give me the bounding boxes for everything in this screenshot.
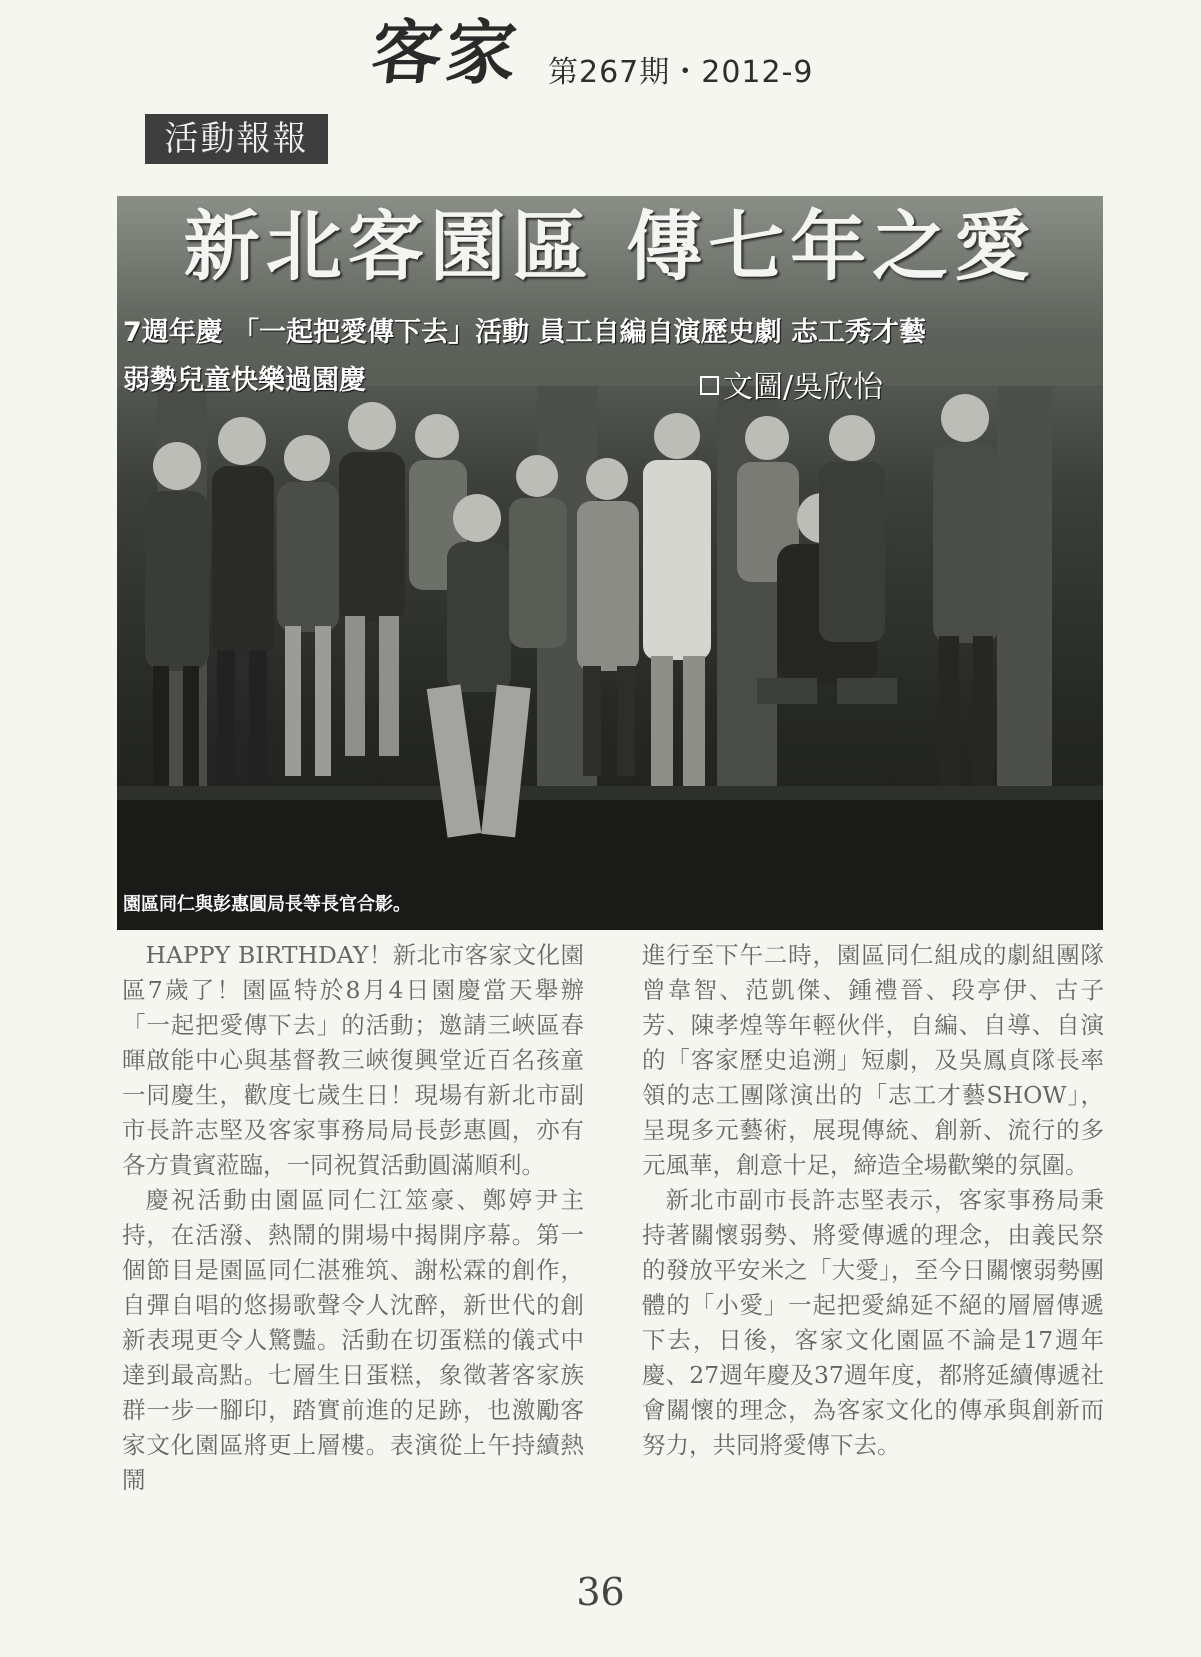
article-column-right [642, 938, 1104, 1463]
photo-caption: 園區同仁與彭惠圓局長等長官合影。 [123, 894, 411, 915]
group-photo-illustration [117, 196, 1103, 930]
checkbox-square-icon [700, 376, 719, 395]
article-byline [700, 370, 883, 406]
section-tag: 活動報報 [145, 114, 328, 164]
article-paragraph: 慶祝活動由園區同仁江筮豪、鄭婷尹主持，在活潑、熱鬧的開場中揭開序幕。第一個節目是園區同仁湛雅筑、謝松霖的創作，自彈自唱的悠揚歌聲令人沈醉，新世代的創新表現更令人驚豔。活動在切蛋糕的儀式中達到最高點。七層生日蛋糕，象徵著客家族群一步一腳印，踏實前進的足跡，也激勵客家文化園區將更上層樓。表演從上午持續熱鬧 [122, 1186, 584, 1494]
page-number: 36 [576, 1570, 625, 1614]
article-column-left [122, 938, 584, 1498]
article-paragraph: HAPPY BIRTHDAY！新北市客家文化園區7歲了！園區特於8月4日園慶當天舉辦「一起把愛傳下去」的活動；邀請三峽區春暉啟能中心與基督教三峽復興堂近百名孩童一同慶生，歡度七歲生日！現場有新北市副市長許志堅及客家事務局局長彭惠圓，亦有各方貴賓蒞臨，一同祝賀活動圓滿順利。 [122, 941, 584, 1179]
byline-text: 文圖/吳欣怡 [723, 370, 884, 405]
article-subtitle-line-2: 弱勢兒童快樂過園慶 [123, 365, 366, 396]
article-photo [117, 196, 1103, 930]
issue-info: 第267期・2012-9 [548, 55, 814, 90]
article-paragraph: 新北市副市長許志堅表示，客家事務局秉持著關懷弱勢、將愛傳遞的理念，由義民祭的發放平安米之「大愛」，至今日關懷弱勢團體的「小愛」一起把愛綿延不絕的層層傳遞下去，日後，客家文化園區不論是17週年慶、27週年慶及37週年度，都將延續傳遞社會關懷的理念，為客家文化的傳承與創新而努力，共同將愛傳下去。 [642, 1186, 1104, 1459]
article-title: 新北客園區 傳七年之愛 [183, 202, 1037, 291]
article-subtitle-line-1: 7週年慶 「一起把愛傳下去」活動 員工自編自演歷史劇 志工秀才藝 [123, 317, 926, 348]
magazine-logo: 客家 [367, 11, 525, 94]
article-paragraph: 進行至下午二時，園區同仁組成的劇組團隊曾韋智、范凱傑、鍾禮晉、段亭伊、古子芳、陳孝煌等年輕伙伴，自編、自導、自演的「客家歷史追溯」短劇，及吳鳳貞隊長率領的志工團隊演出的「志工才藝SHOW」，呈現多元藝術，展現傳統、創新、流行的多元風華，創意十足，締造全場歡樂的氛圍。 [642, 941, 1104, 1179]
